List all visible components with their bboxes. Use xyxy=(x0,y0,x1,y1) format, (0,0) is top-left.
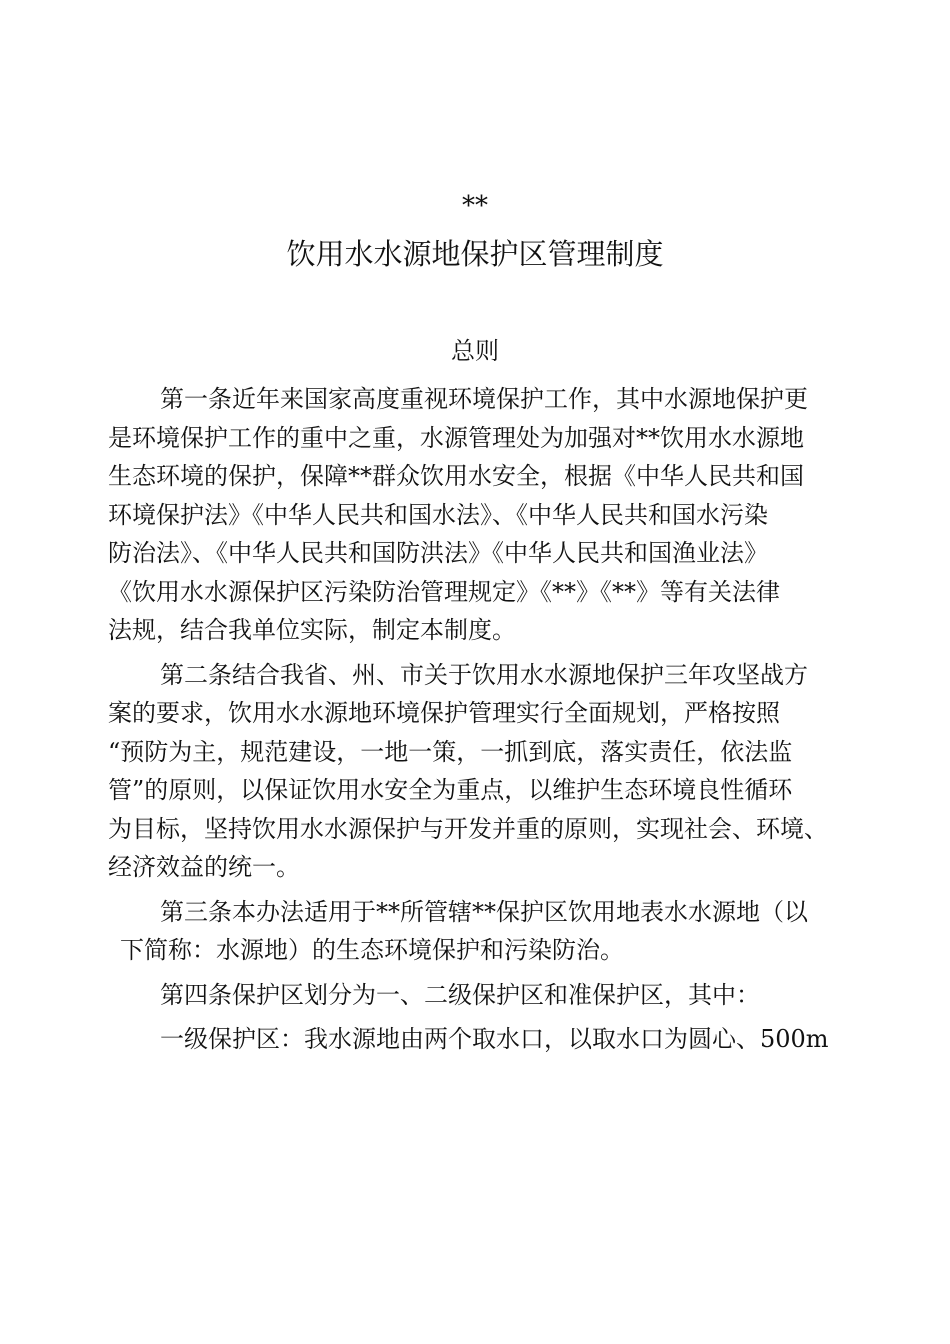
article-1 xyxy=(108,380,868,650)
article-1-line-7: 法规，结合我单位实际，制定本制度。 xyxy=(108,616,516,644)
article-3 xyxy=(108,893,868,970)
article-1-line-4: 环境保护法》《中华人民共和国水法》、《中华人民共和国水污染 xyxy=(108,500,768,529)
article-4-line-1: 第四条保护区划分为一、二级保护区和准保护区，其中： xyxy=(160,980,760,1009)
article-4 xyxy=(108,976,868,1015)
article-2-line-4: 管”的原则，以保证饮用水安全为重点，以维护生态环境良性循环 xyxy=(108,776,793,804)
article-2-line-1: 第二条结合我省、州、市关于饮用水水源地保护三年攻坚战方 xyxy=(160,660,808,689)
article-2-line-2: 案的要求，饮用水水源地环境保护管理实行全面规划，严格按照 xyxy=(108,699,780,727)
article-1-line-3: 生态环境的保护，保障**群众饮用水安全，根据《中华人民共和国 xyxy=(108,462,804,490)
document-body xyxy=(108,380,868,1065)
article-1-line-5: 防治法》、《中华人民共和国防洪法》《中华人民共和国渔业法》 xyxy=(108,539,768,567)
document-header-mark: ** xyxy=(462,191,488,221)
article-4-sub-1 xyxy=(108,1020,868,1059)
article-2-line-5: 为目标，坚持饮用水水源保护与开发并重的原则，实现社会、环境、 xyxy=(108,814,828,843)
article-2-line-3: “预防为主，规范建设，一地一策，一抓到底，落实责任，依法监 xyxy=(108,737,793,766)
article-2 xyxy=(108,656,868,887)
document-title: 饮用水水源地保护区管理制度 xyxy=(286,237,664,271)
article-1-line-1: 第一条近年来国家高度重视环境保护工作，其中水源地保护更 xyxy=(160,385,808,413)
article-1-line-2: 是环境保护工作的重中之重，水源管理处为加强对**饮用水水源地 xyxy=(108,423,804,452)
article-2-line-6: 经济效益的统一。 xyxy=(108,853,300,881)
article-4-sub-1-line-1: 一级保护区：我水源地由两个取水口，以取水口为圆心、500m xyxy=(160,1025,829,1053)
article-1-line-6: 《饮用水水源保护区污染防治管理规定》《**》《**》等有关法律 xyxy=(108,577,780,606)
article-3-line-2: 下简称：水源地）的生态环境保护和污染防治。 xyxy=(120,936,624,964)
section-heading: 总则 xyxy=(451,337,499,365)
article-3-line-1: 第三条本办法适用于**所管辖**保护区饮用地表水水源地（以 xyxy=(160,897,808,926)
